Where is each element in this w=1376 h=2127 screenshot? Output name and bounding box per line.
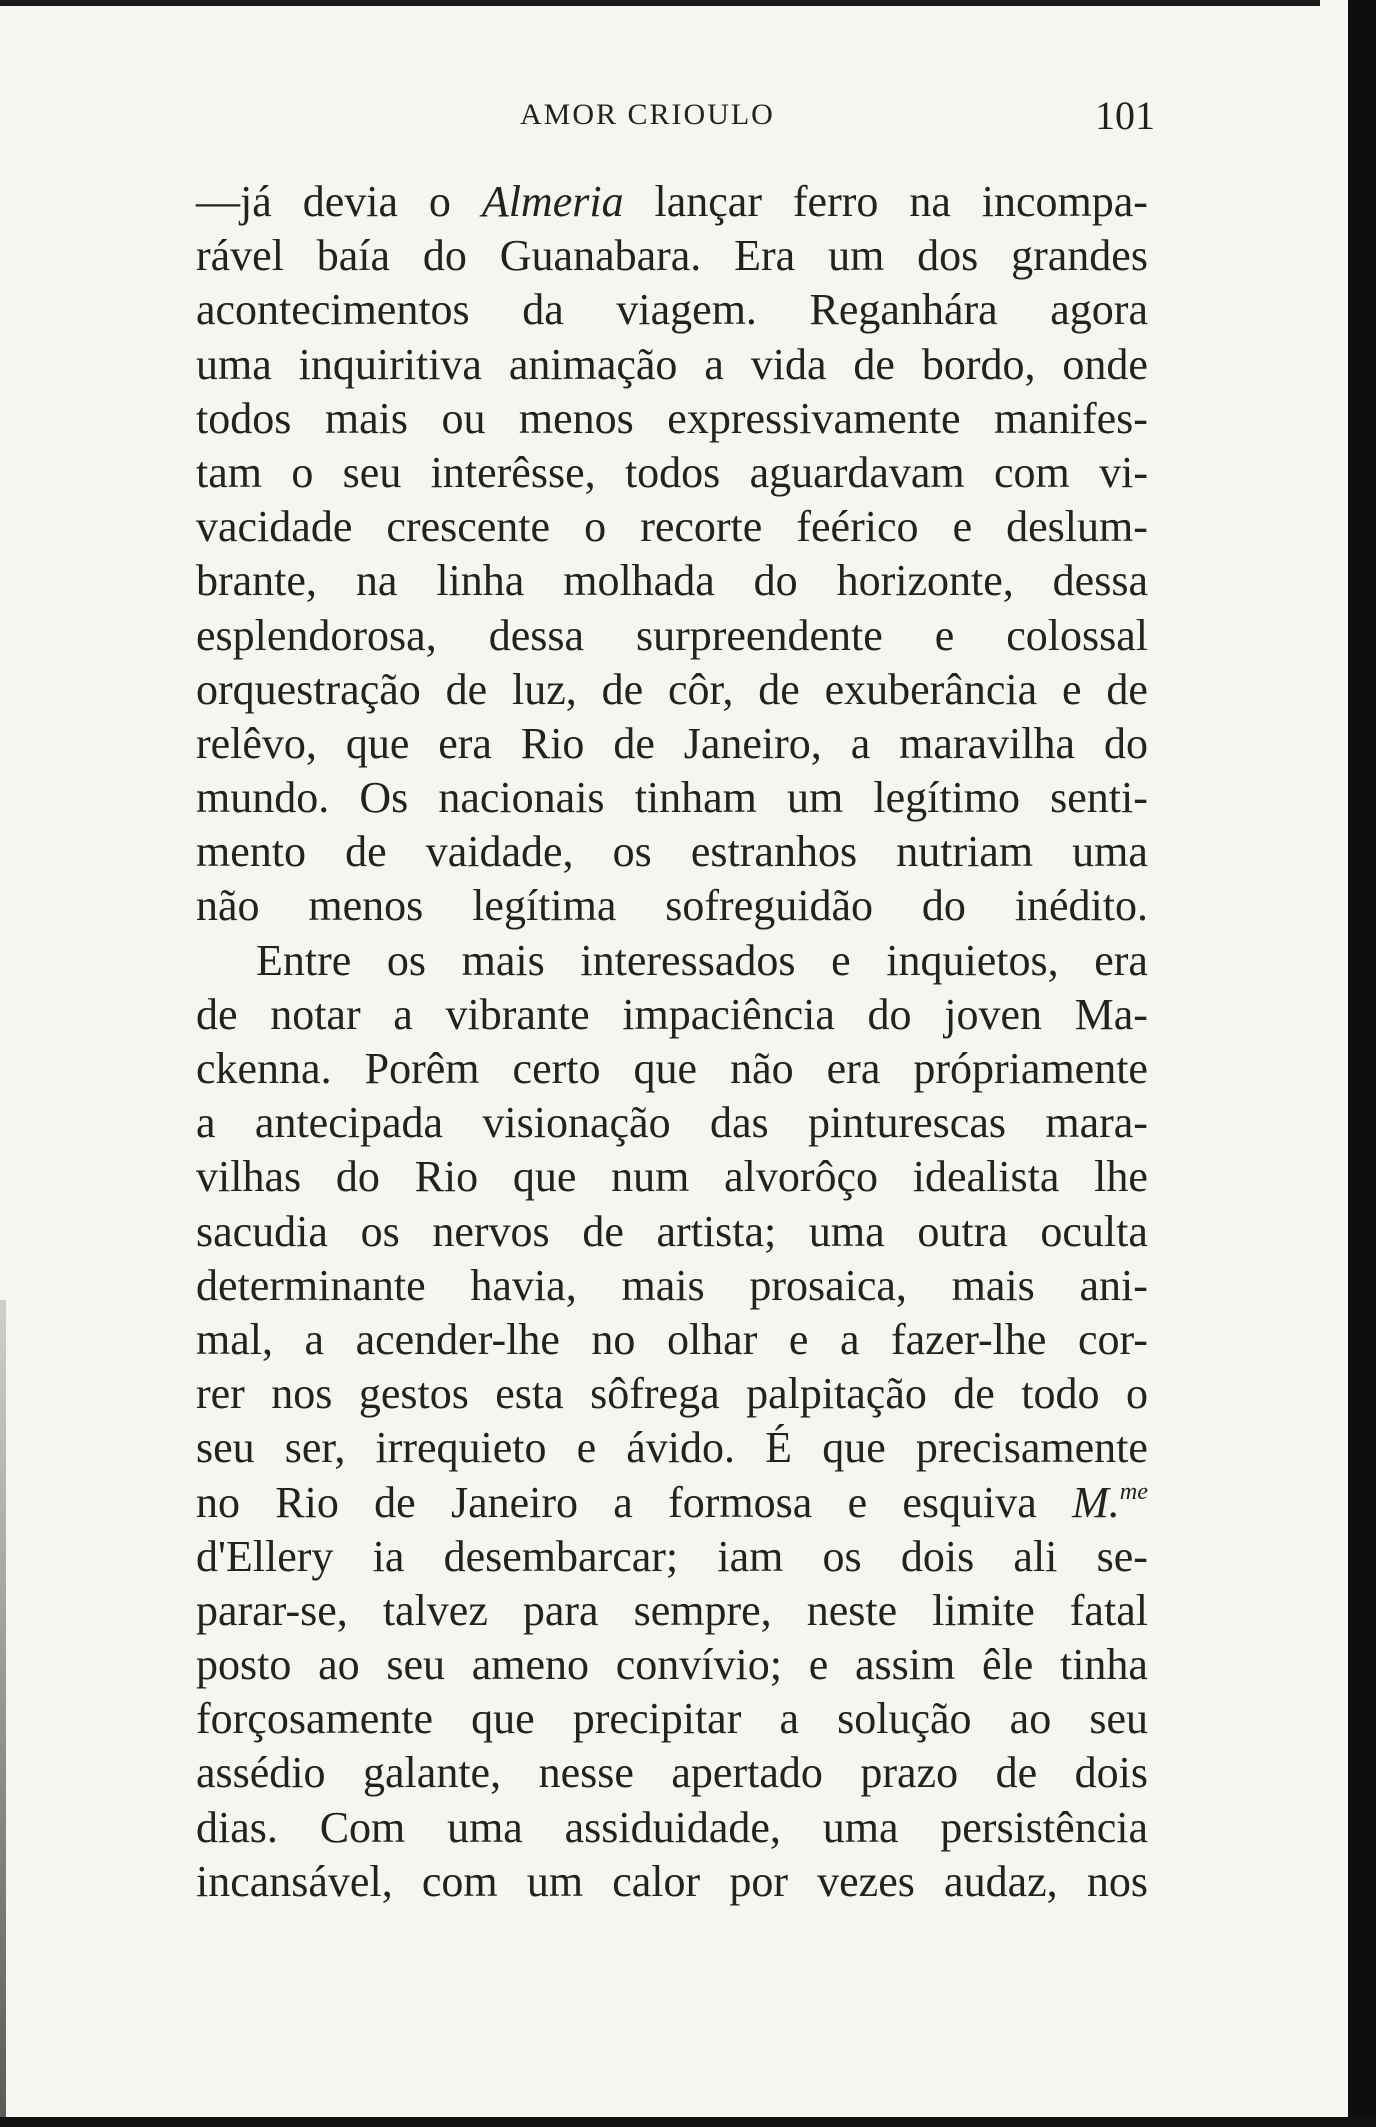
word: a [196,1098,216,1148]
word: no [591,1314,636,1364]
word: nos [271,1369,333,1419]
word: com [994,447,1070,497]
word: convívio; [615,1640,782,1690]
word: uma [196,339,272,389]
word: da [522,285,564,335]
word: o [428,177,451,226]
word: exuberância [824,664,1038,714]
word: um [787,773,844,823]
left-edge-shadow [0,1300,6,2127]
word: nos [1086,1856,1148,1906]
word: dias. [196,1802,278,1852]
running-title: AMOR CRIOULO [520,98,775,131]
word: mal, [196,1314,273,1364]
word: maravilha [899,718,1076,768]
text-line [196,1584,1148,1638]
word: vibrante [445,989,590,1039]
word: vi- [1099,447,1148,497]
word: sempre, [633,1585,772,1635]
word: brante, [196,556,317,606]
word: expressivamente [667,393,961,443]
word: do [1103,718,1148,768]
word: vacidade [196,502,353,552]
word: impaciência [622,989,835,1039]
word: cor- [1077,1314,1148,1364]
word: parar-se, [196,1585,348,1635]
text-line [196,1801,1148,1855]
word: feérico [796,502,919,552]
word: tinham [634,773,757,823]
word: a [613,1477,633,1527]
word: manifes- [994,393,1148,443]
word: não [730,1044,794,1093]
word: recorte [640,502,763,552]
word: molhada [563,556,715,606]
word: assim [854,1640,956,1690]
word: oculta [1040,1206,1148,1256]
word: e [847,1477,868,1527]
word: desembarcar; [443,1531,679,1581]
word: vilhas [196,1152,302,1202]
word: posto [196,1640,292,1690]
word: sôfrega [590,1369,720,1419]
word: do [867,989,912,1039]
text-line [196,879,1148,933]
word: Ma- [1074,989,1148,1039]
word: solução [837,1694,972,1744]
word: d'Ellery [196,1531,334,1581]
text-line [196,175,1148,229]
word: e [934,610,955,660]
word: deslum- [1006,502,1148,552]
word: acontecimentos [196,285,470,335]
word: visionação [482,1098,671,1148]
word: todos [624,447,721,497]
word: Janeiro [450,1477,579,1527]
text-line [196,554,1148,608]
paragraph-start-line [196,934,1148,988]
word: lhe [1094,1152,1148,1202]
text-line [196,446,1148,500]
word: legítimo [873,773,1021,823]
word: apertado [671,1748,823,1798]
word: idealista [912,1152,1060,1202]
page-number: 101 [1095,93,1155,138]
word: tam [196,447,262,497]
word: agora [1050,285,1148,335]
text-line [196,1692,1148,1746]
word: ani- [1079,1260,1148,1310]
word: esta [495,1369,564,1419]
text-line [196,1638,1148,1692]
text-line [196,988,1148,1042]
text-line [196,717,1148,771]
text-line [196,1259,1148,1313]
word: do [921,881,966,931]
word: onde [1062,339,1148,389]
word: se- [1096,1531,1148,1581]
word: orquestração [196,664,421,714]
word: de [853,339,895,389]
word: todo [1021,1369,1100,1419]
word: num [611,1152,690,1202]
word: os [822,1531,862,1581]
word: prazo [860,1748,959,1798]
word: fazer-lhe [891,1314,1047,1364]
word: formosa [668,1477,813,1527]
page-header [520,92,1160,142]
word: assédio [196,1748,326,1798]
text-line [196,338,1148,392]
word: ia [372,1531,405,1581]
word: colossal [1006,610,1148,660]
text-line [196,771,1148,825]
word: das [709,1098,769,1148]
word: surpreendente [635,610,883,660]
text-line [196,1150,1148,1204]
word: na [909,177,951,226]
word: precipitar [572,1694,742,1744]
word: Guanabara. [499,231,702,281]
word: prosaica, [749,1260,907,1310]
word: dessa [488,610,584,660]
word: nesse [538,1748,634,1798]
word: de [196,989,238,1039]
word: crescente [386,502,551,552]
word: com [421,1856,498,1906]
word: aguardavam [749,447,965,497]
word: tinha [1059,1640,1148,1690]
word: bordo, [921,339,1036,389]
word: assiduidade, [564,1802,781,1852]
word: que [512,1152,577,1202]
word: a [704,339,724,389]
word: de [995,1748,1038,1798]
word: mento [196,827,306,877]
word: de [345,827,387,877]
word: um [526,1856,584,1906]
superscript: me [1119,1477,1148,1505]
word: ameno [471,1640,590,1690]
word: e [576,1423,597,1473]
word: neste [806,1585,898,1635]
word: o [1125,1369,1148,1419]
word: Reganhára [809,285,998,335]
word: havia, [470,1260,577,1310]
word: os [360,1206,400,1256]
word: talvez [382,1585,488,1635]
word: dois [1074,1748,1148,1798]
word: e [788,1314,809,1364]
word: sofreguidão [665,881,873,931]
word: que [633,1044,698,1093]
word: do [335,1152,380,1202]
word: galante, [363,1748,502,1798]
word: a [850,718,871,768]
word: nutriam [896,827,1034,877]
word: relêvo, [196,718,317,768]
word: seu [386,1640,446,1690]
word: era [1094,935,1148,985]
word: ou [441,393,486,443]
text-line [196,1476,1148,1530]
word: outra [917,1206,1008,1256]
word: calor [612,1856,701,1906]
word: no [196,1477,240,1527]
word: persistência [940,1802,1148,1852]
bottom-edge-shadow [0,2117,1376,2127]
word: alvorôço [724,1152,879,1202]
text-line [196,1205,1148,1259]
word: animação [508,339,678,389]
word: seu [342,447,402,497]
word: os [612,827,652,877]
word: esplendorosa, [196,610,437,660]
word: mundo. [196,773,330,823]
word: Janeiro, [683,718,822,768]
text-line [196,1746,1148,1800]
abbreviation-madame: M.$^{me}$ [1072,1477,1148,1527]
word: dos [917,231,979,281]
word: notar [270,989,361,1039]
word: de [582,1206,624,1256]
word: que [471,1694,535,1744]
text-line [196,609,1148,663]
word: ferro [792,177,879,226]
word: legítima [472,881,617,931]
word: côr, [667,664,734,714]
word: —já [196,177,272,226]
word: Porêm [364,1044,480,1093]
word: interessados [580,935,796,985]
word: ávido. [626,1423,736,1473]
word: os [386,935,427,985]
word: Rio [414,1152,479,1202]
word: na [355,556,398,606]
word: Rio [520,718,585,768]
word: ao [1009,1694,1052,1744]
word: a [304,1314,325,1364]
word: horizonte, [836,556,1014,606]
word: lançar [654,177,762,226]
word: palpitação [746,1369,927,1419]
word: era [826,1044,881,1093]
word: inédito. [1014,881,1148,931]
word: uma [1072,827,1148,877]
word: o [291,447,314,497]
word: artista; [656,1206,777,1256]
word: de [758,664,800,714]
word: fatal [1069,1585,1148,1635]
word: certo [512,1044,601,1093]
word: e [808,1640,829,1690]
word: linha [436,556,525,606]
word: seu [1089,1694,1148,1744]
word: um [828,231,885,281]
word: forçosamente [196,1694,433,1744]
text-line [196,1421,1148,1475]
word: de [1106,664,1148,714]
word: pinturescas [808,1098,1006,1148]
word: mais [461,935,545,985]
word: antecipada [254,1098,444,1148]
word: o [584,502,607,552]
word: menos [308,881,424,931]
text-line [196,229,1148,283]
word: interêsse, [430,447,596,497]
word: a [839,1314,860,1364]
word: dessa [1052,556,1148,606]
word: que [822,1423,886,1473]
top-edge-shadow [0,0,1320,6]
word: grandes [1011,231,1148,281]
word: que [345,718,410,768]
word: a [779,1694,800,1744]
word: Os [359,773,409,823]
word: determinante [196,1260,426,1310]
word: a [393,989,413,1039]
word: de [601,664,644,714]
word: por [729,1856,788,1906]
word: É [765,1423,793,1473]
word: Era [734,231,796,281]
word: sacudia [196,1206,328,1256]
word: dois [900,1531,975,1581]
word: baía [316,231,391,281]
word: mais [324,393,408,443]
word: de [374,1477,416,1527]
word: limite [932,1585,1035,1635]
word: nervos [432,1206,550,1256]
word: do [753,556,798,606]
word: gestos [358,1369,469,1419]
word: de [613,718,655,768]
word: incansável, [196,1856,393,1906]
text-line [196,500,1148,554]
word: era [438,718,492,768]
word: de [953,1369,995,1419]
word: vezes [817,1856,915,1906]
word: viagem. [616,285,757,335]
word: rável [196,231,284,281]
word: acender-lhe [355,1314,560,1364]
word: irrequieto [375,1423,547,1473]
word: Com [319,1802,406,1852]
right-edge-shadow [1348,0,1376,2127]
word: do [422,231,467,281]
word: vida [750,339,827,389]
word: mais [951,1260,1035,1310]
text-line [196,1313,1148,1367]
word: inquiritiva [298,339,482,389]
word: Rio [275,1477,339,1527]
text-line [196,1367,1148,1421]
body-text [196,175,1148,1909]
word: mara- [1045,1098,1148,1148]
text-line [196,1042,1148,1096]
word: nacionais [438,773,605,823]
word: Almeria [481,177,624,226]
word: e [1062,664,1082,714]
word: todos [196,393,292,443]
word: uma [808,1206,885,1256]
word: ser, [284,1423,346,1473]
text-line [196,283,1148,337]
word: senti- [1050,773,1148,823]
word: e [831,935,851,985]
word: para [522,1585,599,1635]
word: de [445,664,488,714]
word: vaidade, [425,827,574,877]
word: estranhos [690,827,858,877]
word: joven [944,989,1042,1039]
word: própriamente [913,1044,1148,1093]
word: mais [621,1260,705,1310]
word: incompa- [981,177,1148,226]
word: ckenna. [196,1044,332,1093]
text-line [196,392,1148,446]
word: ali [1013,1531,1058,1581]
text-line [196,663,1148,717]
word: devia [302,177,398,226]
word: precisamente [915,1423,1148,1473]
word: menos [518,393,634,443]
word: luz, [512,664,577,714]
text-line [196,1096,1148,1150]
text-line [196,825,1148,879]
text-line [196,1855,1148,1909]
word: seu [196,1423,255,1473]
word: uma [822,1802,899,1852]
word: uma [447,1802,523,1852]
word: inquietos, [886,935,1059,985]
word: êle [981,1640,1034,1690]
word: ao [318,1640,360,1690]
word: e [952,502,973,552]
word: audaz, [944,1856,1058,1906]
word: rer [196,1369,245,1419]
word: não [196,881,260,931]
word: Entre [256,935,352,985]
text-line [196,1530,1148,1584]
word: olhar [666,1314,758,1364]
word: iam [717,1531,784,1581]
word: esquiva [902,1477,1037,1527]
